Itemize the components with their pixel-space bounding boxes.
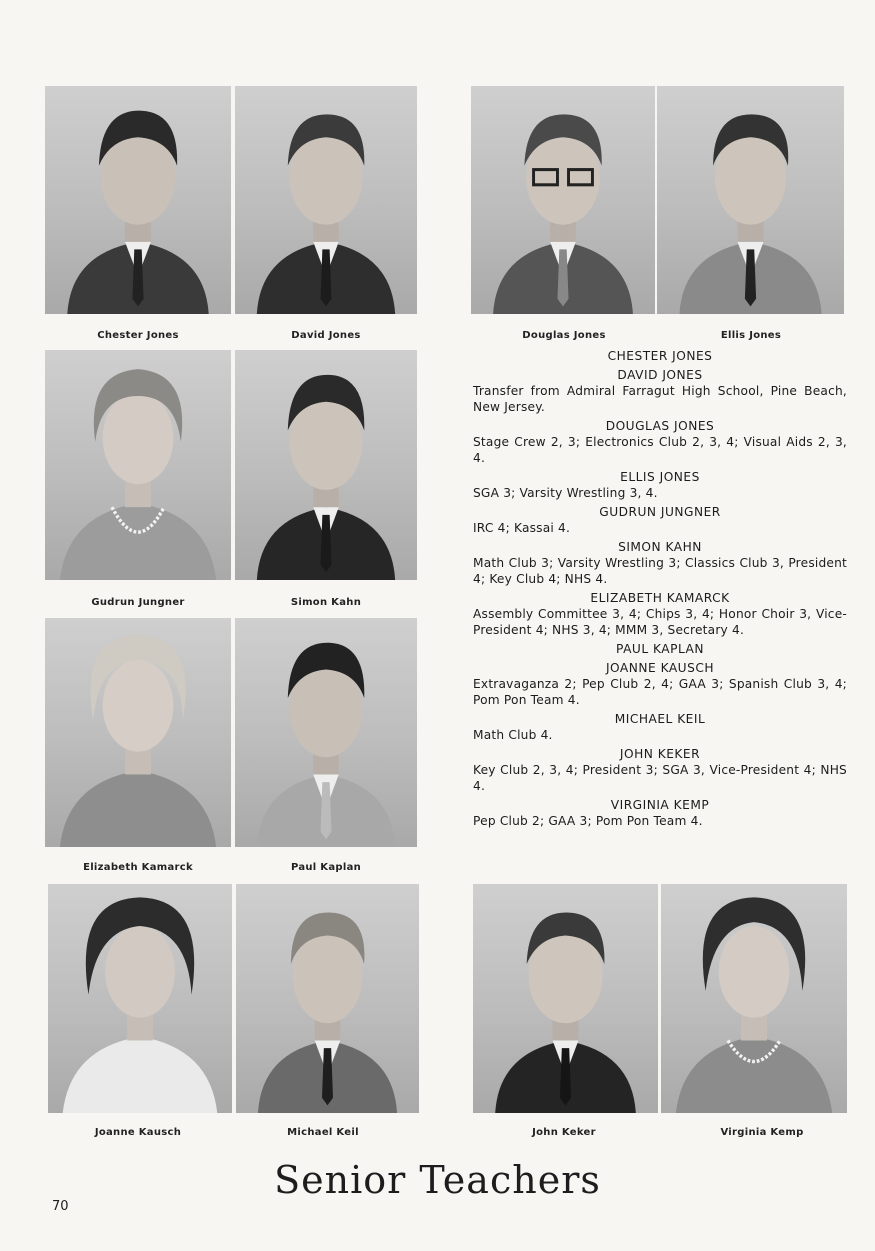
bio-name: PAUL KAPLAN xyxy=(616,642,704,656)
bio-activities: Extravaganza 2; Pep Club 2, 4; GAA 3; Spanish Club 3, 4; Pom Pon Team 4. xyxy=(473,677,847,707)
bio-name: ELIZABETH KAMARCK xyxy=(590,591,730,605)
bio-activities: Transfer from Admiral Farragut High School, Pine Beach, New Jersey. xyxy=(473,384,847,414)
portrait-caption: Chester Jones xyxy=(97,330,179,341)
page-heading: Senior Teachers xyxy=(274,1158,601,1202)
portrait-photo xyxy=(473,884,658,1113)
portrait-caption: John Keker xyxy=(532,1127,596,1138)
male-portrait-icon xyxy=(235,86,417,314)
bio-name: JOHN KEKER xyxy=(619,747,701,761)
bio-entry xyxy=(473,797,847,829)
bio-entry xyxy=(473,746,847,794)
bio-name: SIMON KAHN xyxy=(618,540,702,554)
bio-name: DAVID JONES xyxy=(617,368,703,382)
bio-activities: Stage Crew 2, 3; Electronics Club 2, 3, 4; Visual Aids 2, 3, 4. xyxy=(473,435,847,465)
female-portrait-icon xyxy=(661,884,847,1113)
bio-entry xyxy=(473,469,847,501)
female-portrait-icon xyxy=(48,884,232,1113)
male-portrait-icon xyxy=(235,350,417,580)
bio-entry xyxy=(473,641,847,657)
portrait-caption: Virginia Kemp xyxy=(720,1127,804,1138)
portrait-photo xyxy=(45,350,231,580)
portrait-caption: Simon Kahn xyxy=(290,597,362,608)
bio-name: JOANNE KAUSCH xyxy=(605,661,715,675)
portrait-photo xyxy=(235,350,417,580)
bio-name: MICHAEL KEIL xyxy=(614,712,706,726)
bio-entry xyxy=(473,660,847,708)
portrait-caption: Joanne Kausch xyxy=(94,1127,182,1138)
male-portrait-icon xyxy=(657,86,844,314)
portrait-photo xyxy=(657,86,844,314)
bio-activities: SGA 3; Varsity Wrestling 3, 4. xyxy=(473,486,658,500)
male-portrait-icon xyxy=(473,884,658,1113)
bio-entry xyxy=(473,348,847,364)
portrait-photo xyxy=(471,86,655,314)
portrait-photo xyxy=(45,618,231,847)
senior-biographies xyxy=(473,348,847,832)
bio-entry xyxy=(473,590,847,638)
male-portrait-icon xyxy=(471,86,655,314)
portrait-caption: Paul Kaplan xyxy=(290,862,362,873)
portrait-caption: Elizabeth Kamarck xyxy=(83,862,193,873)
bio-entry xyxy=(473,418,847,466)
female-portrait-icon xyxy=(45,350,231,580)
page-number: 70 xyxy=(52,1199,69,1214)
bio-entry xyxy=(473,539,847,587)
bio-activities: Pep Club 2; GAA 3; Pom Pon Team 4. xyxy=(473,814,703,828)
portrait-photo xyxy=(236,884,419,1113)
bio-activities: Math Club 4. xyxy=(473,728,553,742)
portrait-caption: Ellis Jones xyxy=(720,330,782,341)
portrait-photo xyxy=(235,618,417,847)
bio-name: CHESTER JONES xyxy=(607,349,713,363)
bio-activities: Math Club 3; Varsity Wrestling 3; Classics Club 3, President 4; Key Club 4; NHS 4. xyxy=(473,556,847,586)
portrait-photo xyxy=(45,86,231,314)
portrait-caption: Gudrun Jungner xyxy=(91,597,185,608)
bio-entry xyxy=(473,367,847,415)
bio-entry xyxy=(473,711,847,743)
female-portrait-icon xyxy=(45,618,231,847)
bio-name: DOUGLAS JONES xyxy=(605,419,715,433)
male-portrait-icon xyxy=(45,86,231,314)
bio-activities: Key Club 2, 3, 4; President 3; SGA 3, Vice-President 4; NHS 4. xyxy=(473,763,847,793)
male-portrait-icon xyxy=(235,618,417,847)
portrait-caption: Michael Keil xyxy=(287,1127,359,1138)
bio-entry xyxy=(473,504,847,536)
portrait-photo xyxy=(48,884,232,1113)
portrait-caption: David Jones xyxy=(291,330,361,341)
bio-name: ELLIS JONES xyxy=(620,470,700,484)
male-portrait-icon xyxy=(236,884,419,1113)
bio-activities: Assembly Committee 3, 4; Chips 3, 4; Honor Choir 3, Vice-President 4; NHS 3, 4; MMM 3, Secretary 4. xyxy=(473,607,847,637)
bio-name: GUDRUN JUNGNER xyxy=(599,505,721,519)
portrait-caption: Douglas Jones xyxy=(522,330,606,341)
portrait-photo xyxy=(235,86,417,314)
bio-activities: IRC 4; Kassai 4. xyxy=(473,521,571,535)
portrait-photo xyxy=(661,884,847,1113)
bio-name: VIRGINIA KEMP xyxy=(610,798,710,812)
